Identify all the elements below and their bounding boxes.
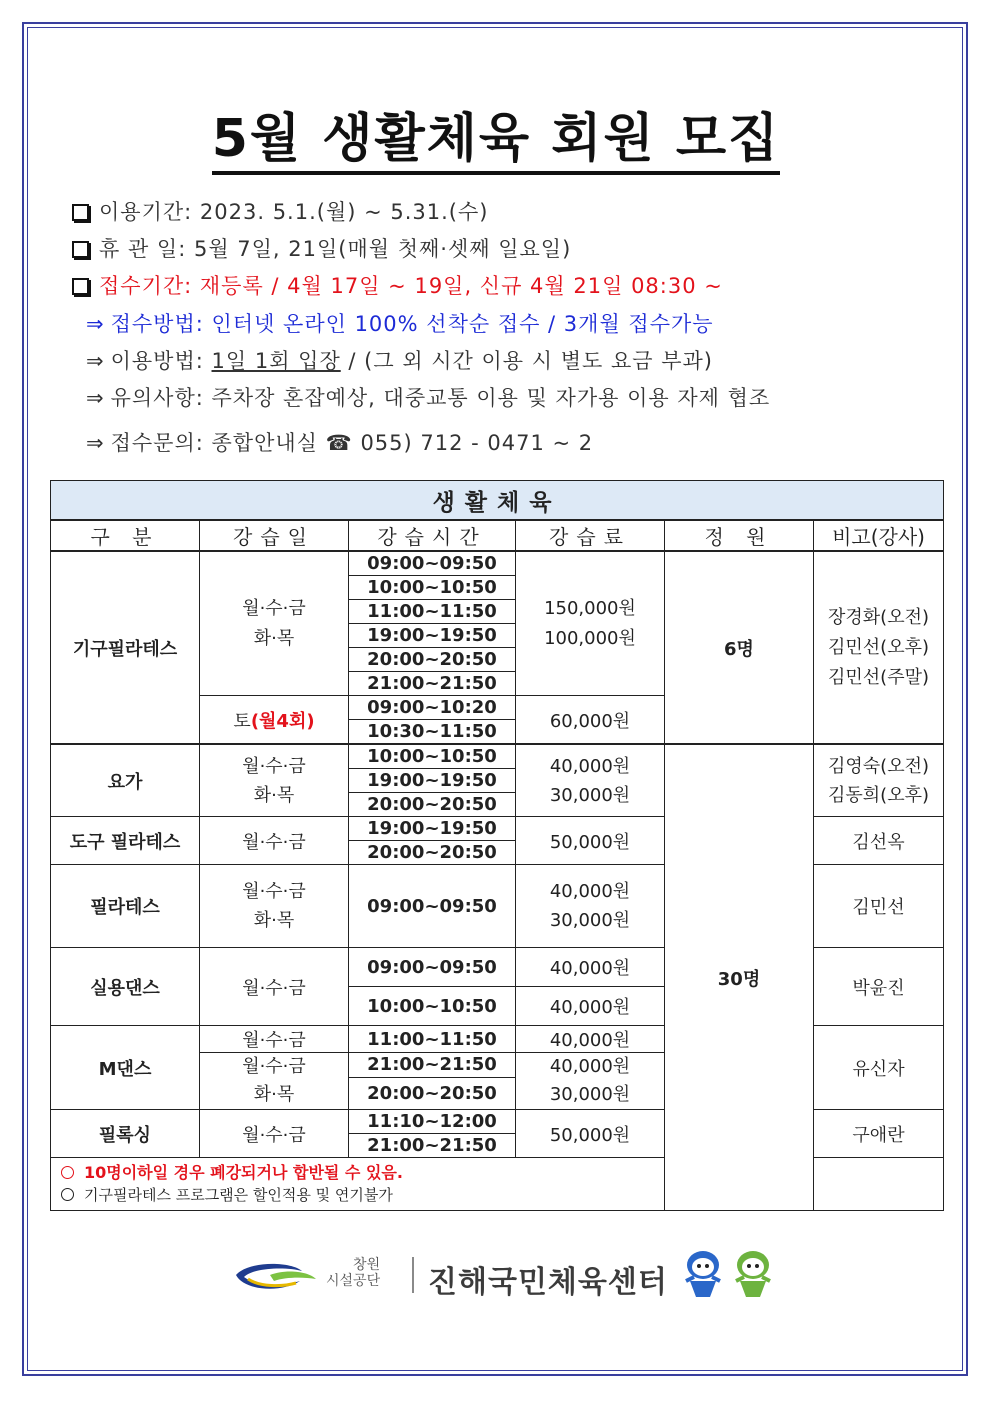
caution-text: 유의사항: 주차장 혼잡예상, 대중교통 이용 및 자가용 이용 자제 협조 bbox=[110, 386, 771, 410]
program-days: 월·수·금 bbox=[200, 1026, 349, 1053]
header-time: 강습시간 bbox=[349, 520, 516, 551]
fee-line: 40,000원 bbox=[549, 1056, 631, 1077]
program-fee: 40,000원 bbox=[516, 948, 665, 987]
class-time: 11:00~11:50 bbox=[349, 1026, 516, 1053]
program-fee bbox=[516, 744, 665, 817]
org-name bbox=[326, 1257, 380, 1289]
circle-icon bbox=[61, 1166, 74, 1179]
mascot-blue-icon bbox=[680, 1247, 726, 1299]
program-days bbox=[200, 551, 349, 696]
program-days bbox=[200, 1053, 349, 1110]
class-time: 11:10~12:00 bbox=[349, 1110, 516, 1134]
method-text: 접수방법: 인터넷 온라인 100% 선착순 접수 / 3개월 접수가능 bbox=[110, 312, 714, 336]
page-title bbox=[0, 96, 992, 171]
class-time: 21:00~21:50 bbox=[349, 672, 516, 696]
instructor-cell bbox=[814, 551, 944, 744]
instructor-line: 김민선(오후) bbox=[828, 636, 930, 658]
header-days: 강습일 bbox=[200, 520, 349, 551]
days-line: 월·수·금 bbox=[242, 597, 306, 619]
class-time: 19:00~19:50 bbox=[349, 624, 516, 648]
program-name: 도구 필라테스 bbox=[51, 817, 200, 865]
schedule-table bbox=[50, 480, 944, 1211]
arrow-icon: ⇒ bbox=[86, 349, 105, 373]
days-line: 월·수·금 bbox=[242, 1056, 306, 1077]
checkbox-icon bbox=[72, 204, 89, 221]
info-holiday bbox=[72, 233, 571, 263]
program-name: 실용댄스 bbox=[51, 948, 200, 1026]
header-capacity: 정 원 bbox=[665, 520, 814, 551]
instructor-cell: 유신자 bbox=[814, 1026, 944, 1110]
fee-line: 30,000원 bbox=[549, 910, 631, 931]
capacity-cell: 30명 bbox=[665, 744, 814, 1211]
fee-line: 40,000원 bbox=[549, 881, 631, 902]
class-time: 09:00~09:50 bbox=[349, 551, 516, 576]
program-fee: 50,000원 bbox=[516, 817, 665, 865]
program-fee: 40,000원 bbox=[516, 1026, 665, 1053]
footer bbox=[230, 1245, 790, 1315]
class-time: 09:00~10:20 bbox=[349, 696, 516, 720]
capacity-cell: 6명 bbox=[665, 551, 814, 744]
note-text: 10명이하일 경우 폐강되거나 합반될 수 있음. bbox=[84, 1163, 403, 1182]
sat-day: 토 bbox=[233, 710, 251, 732]
instructor-line: 김민선(주말) bbox=[828, 666, 930, 688]
days-line: 월·수·금 bbox=[242, 755, 306, 777]
class-time: 10:30~11:50 bbox=[349, 720, 516, 745]
class-time: 09:00~09:50 bbox=[349, 948, 516, 987]
arrow-icon: ⇒ bbox=[86, 386, 105, 410]
class-time: 20:00~20:50 bbox=[349, 841, 516, 865]
program-fee: 40,000원 bbox=[516, 987, 665, 1026]
info-contact bbox=[78, 427, 593, 457]
class-time: 19:00~19:50 bbox=[349, 817, 516, 841]
program-fee bbox=[516, 865, 665, 948]
program-fee: 60,000원 bbox=[516, 696, 665, 745]
class-time: 10:00~10:50 bbox=[349, 576, 516, 600]
instructor-cell bbox=[814, 744, 944, 817]
usage-underlined: 1일 1회 입장 bbox=[211, 349, 341, 373]
program-days bbox=[200, 865, 349, 948]
instructor-cell: 구애란 bbox=[814, 1110, 944, 1158]
program-name: 요가 bbox=[51, 744, 200, 817]
program-name: 기구필라테스 bbox=[51, 551, 200, 744]
info-reception bbox=[72, 270, 723, 300]
days-line: 화·목 bbox=[253, 627, 295, 649]
footer-divider bbox=[412, 1257, 414, 1293]
program-fee: 50,000원 bbox=[516, 1110, 665, 1158]
org-logo-icon bbox=[230, 1257, 320, 1301]
holiday-text: 휴 관 일: 5월 7일, 21일(매월 첫째·셋째 일요일) bbox=[99, 237, 572, 261]
program-fee bbox=[516, 1053, 665, 1110]
fee-line: 30,000원 bbox=[549, 1084, 631, 1105]
class-time: 19:00~19:50 bbox=[349, 769, 516, 793]
checkbox-icon bbox=[72, 241, 89, 258]
instructor-cell: 김선옥 bbox=[814, 817, 944, 865]
header-fee: 강습료 bbox=[516, 520, 665, 551]
header-category: 구 분 bbox=[51, 520, 200, 551]
instructor-line: 김영숙(오전) bbox=[828, 755, 930, 777]
days-line: 화·목 bbox=[253, 784, 295, 806]
fee-line: 150,000원 bbox=[544, 597, 636, 619]
class-time: 10:00~10:50 bbox=[349, 987, 516, 1026]
header-instructor: 비고(강사) bbox=[814, 520, 944, 551]
program-days bbox=[200, 696, 349, 745]
table-row bbox=[51, 551, 944, 576]
program-name: 필록싱 bbox=[51, 1110, 200, 1158]
center-name: 진해국민체육센터 bbox=[428, 1265, 668, 1300]
days-line: 화·목 bbox=[253, 1084, 295, 1105]
instructor-line: 장경화(오전) bbox=[828, 606, 930, 628]
instructor-cell: 박윤진 bbox=[814, 948, 944, 1026]
arrow-icon: ⇒ bbox=[86, 431, 105, 455]
reception-text: 접수기간: 재등록 / 4월 17일 ~ 19일, 신규 4월 21일 08:30 ~ bbox=[99, 274, 723, 298]
class-time: 10:00~10:50 bbox=[349, 744, 516, 769]
days-line: 화·목 bbox=[253, 910, 295, 931]
usage-prefix: 이용방법: bbox=[110, 349, 212, 373]
days-line: 월·수·금 bbox=[242, 881, 306, 902]
program-days: 월·수·금 bbox=[200, 817, 349, 865]
arrow-icon: ⇒ bbox=[86, 312, 105, 336]
program-fee bbox=[516, 551, 665, 696]
class-time: 20:00~20:50 bbox=[349, 1077, 516, 1109]
page-title-text: 5월 생활체육 회원 모집 bbox=[212, 109, 781, 175]
program-days bbox=[200, 744, 349, 817]
sat-note: (월4회) bbox=[250, 710, 315, 732]
circle-icon bbox=[61, 1188, 74, 1201]
class-time: 11:00~11:50 bbox=[349, 600, 516, 624]
fee-line: 30,000원 bbox=[549, 784, 631, 806]
table-banner: 생활체육 bbox=[51, 481, 944, 521]
org-line: 창원 bbox=[353, 1257, 381, 1273]
note-line bbox=[61, 1184, 933, 1206]
table-row bbox=[51, 744, 944, 769]
usage-suffix: / (그 외 시간 이용 시 별도 요금 부과) bbox=[340, 349, 713, 373]
class-time: 21:00~21:50 bbox=[349, 1053, 516, 1078]
fee-line: 100,000원 bbox=[544, 627, 636, 649]
period-text: 이용기간: 2023. 5.1.(월) ~ 5.31.(수) bbox=[99, 200, 489, 224]
notes-row bbox=[51, 1158, 944, 1211]
class-time: 21:00~21:50 bbox=[349, 1134, 516, 1158]
instructor-line: 김동희(오후) bbox=[828, 784, 930, 806]
checkbox-icon bbox=[72, 278, 89, 295]
contact-text: 접수문의: 종합안내실 ☎ 055) 712 - 0471 ~ 2 bbox=[110, 431, 594, 455]
info-method bbox=[78, 308, 714, 338]
program-days: 월·수·금 bbox=[200, 948, 349, 1026]
mascot-green-icon bbox=[730, 1247, 776, 1299]
program-name: 필라테스 bbox=[51, 865, 200, 948]
class-time: 20:00~20:50 bbox=[349, 648, 516, 672]
program-days: 월·수·금 bbox=[200, 1110, 349, 1158]
class-time: 09:00~09:50 bbox=[349, 865, 516, 948]
program-name: M댄스 bbox=[51, 1026, 200, 1110]
note-line bbox=[61, 1162, 933, 1184]
info-usage bbox=[78, 345, 713, 375]
notes-cell bbox=[51, 1158, 944, 1211]
note-text: 기구필라테스 프로그램은 할인적용 및 연기불가 bbox=[84, 1186, 393, 1204]
info-period bbox=[72, 196, 488, 226]
fee-line: 40,000원 bbox=[549, 755, 631, 777]
instructor-cell: 김민선 bbox=[814, 865, 944, 948]
table-header-row bbox=[51, 520, 944, 551]
org-line: 시설공단 bbox=[326, 1273, 381, 1289]
class-time: 20:00~20:50 bbox=[349, 793, 516, 817]
info-caution bbox=[78, 382, 770, 412]
